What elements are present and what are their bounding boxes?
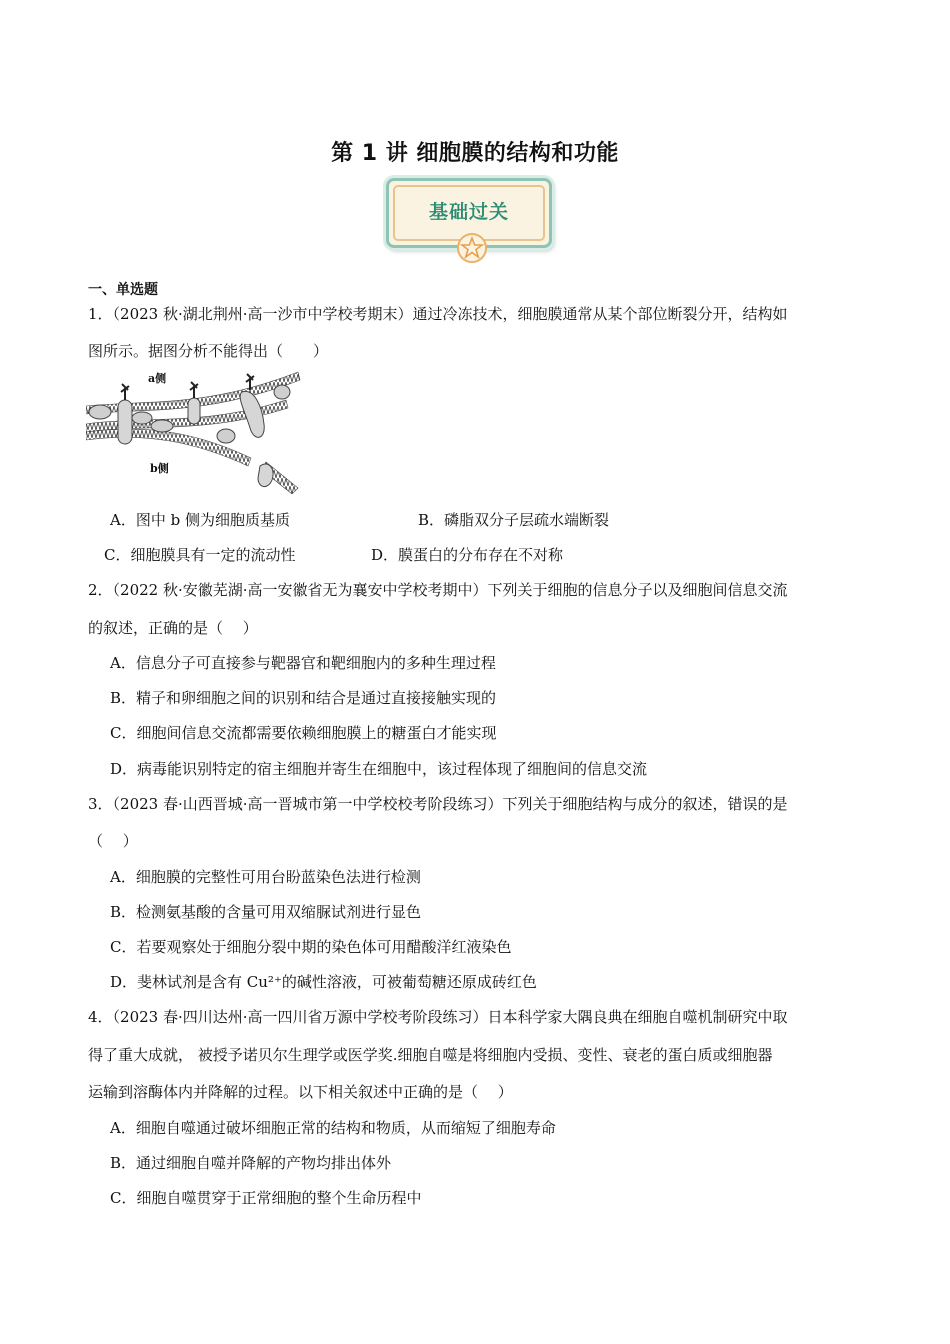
star-icon bbox=[455, 231, 489, 265]
question-1-line-1: 1．（2023 秋·湖北荆州·高一沙市中学校考期末）通过冷冻技术，细胞膜通常从某个部位断裂分开，结构如 bbox=[88, 305, 788, 323]
question-2-line-2: 的叙述，正确的是（ ） bbox=[88, 619, 258, 637]
question-1-option-c: C．细胞膜具有一定的流动性 bbox=[104, 546, 296, 564]
question-3-option-c: C．若要观察处于细胞分裂中期的染色体可用醋酸洋红液染色 bbox=[110, 938, 512, 956]
question-1-option-a: A．图中 b 侧为细胞质基质 bbox=[110, 511, 290, 529]
question-3-option-b: B．检测氨基酸的含量可用双缩脲试剂进行显色 bbox=[110, 903, 422, 921]
question-1-line-2: 图所示。据图分析不能得出（ ） bbox=[88, 342, 329, 360]
question-3-option-d: D．斐林试剂是含有 Cu²⁺的碱性溶液，可被葡萄糖还原成砖红色 bbox=[110, 973, 537, 991]
membrane-freeze-fracture-figure bbox=[86, 366, 306, 494]
question-3-option-a: A．细胞膜的完整性可用台盼蓝染色法进行检测 bbox=[110, 868, 421, 886]
question-3-line-1: 3．（2023 春·山西晋城·高一晋城市第一中学校校考阶段练习）下列关于细胞结构与成分的叙述，错误的是 bbox=[88, 795, 788, 813]
question-2-option-c: C．细胞间信息交流都需要依赖细胞膜上的糖蛋白才能实现 bbox=[110, 724, 497, 742]
section-heading: 一、单选题 bbox=[88, 282, 158, 298]
question-4-option-c: C．细胞自噬贯穿于正常细胞的整个生命历程中 bbox=[110, 1189, 422, 1207]
question-1-option-b: B．磷脂双分子层疏水端断裂 bbox=[418, 511, 610, 529]
question-4-line-2: 得了重大成就， 被授予诺贝尔生理学或医学奖.细胞自噬是将细胞内受损、变性、衰老的蛋白质或细胞器 bbox=[88, 1046, 773, 1064]
figure-label-b: b侧 bbox=[150, 462, 169, 475]
question-3-line-2: （ ） bbox=[88, 832, 138, 850]
page-title: 第 1 讲 细胞膜的结构和功能 bbox=[331, 141, 619, 166]
question-4-line-3: 运输到溶酶体内并降解的过程。以下相关叙述中正确的是（ ） bbox=[88, 1083, 513, 1101]
question-2-option-d: D．病毒能识别特定的宿主细胞并寄生在细胞中，该过程体现了细胞间的信息交流 bbox=[110, 760, 648, 778]
question-2-option-a: A．信息分子可直接参与靶器官和靶细胞内的多种生理过程 bbox=[110, 654, 496, 672]
question-1-option-d: D．膜蛋白的分布存在不对称 bbox=[371, 546, 564, 564]
badge-label: 基础过关 bbox=[428, 201, 509, 223]
question-2-option-b: B．精子和卵细胞之间的识别和结合是通过直接接触实现的 bbox=[110, 689, 497, 707]
question-2-line-1: 2．（2022 秋·安徽芜湖·高一安徽省无为襄安中学校考期中）下列关于细胞的信息分子以及细胞间信息交流 bbox=[88, 581, 788, 599]
question-4-option-b: B．通过细胞自噬并降解的产物均排出体外 bbox=[110, 1154, 392, 1172]
question-4-option-a: A．细胞自噬通过破坏细胞正常的结构和物质，从而缩短了细胞寿命 bbox=[110, 1119, 556, 1137]
question-4-line-1: 4．（2023 春·四川达州·高一四川省万源中学校考阶段练习）日本科学家大隅良典在细胞自噬机制研究中取 bbox=[88, 1008, 788, 1026]
figure-label-a: a侧 bbox=[148, 372, 167, 385]
section-badge bbox=[386, 178, 552, 248]
